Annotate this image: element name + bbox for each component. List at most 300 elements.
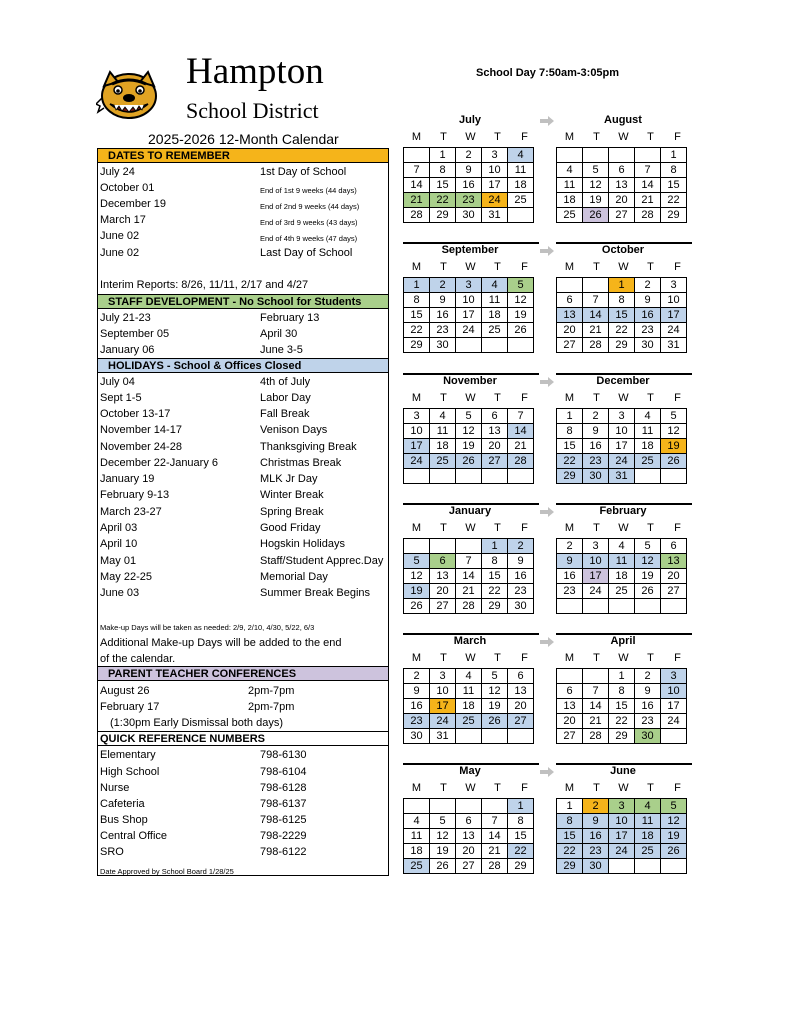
- right-arrow-icon: [540, 637, 554, 647]
- weekday-header: M: [411, 392, 422, 404]
- day-cell: 23: [635, 323, 661, 338]
- day-cell: 29: [482, 599, 508, 614]
- day-cell: 17: [456, 308, 482, 323]
- calendar-grid-march: [403, 668, 534, 744]
- day-cell: 10: [456, 293, 482, 308]
- day-cell: 5: [456, 409, 482, 424]
- weekday-header: T: [440, 261, 447, 273]
- day-cell: 10: [661, 684, 687, 699]
- day-cell: 4: [404, 814, 430, 829]
- weekday-header: F: [521, 782, 528, 794]
- day-cell: 15: [508, 829, 534, 844]
- conference-row: February 17 2pm-7pm: [100, 701, 295, 713]
- empty-day-cell: [635, 599, 661, 614]
- day-cell: 28: [508, 454, 534, 469]
- weekday-header: T: [593, 261, 600, 273]
- empty-day-cell: [482, 338, 508, 353]
- empty-day-cell: [557, 148, 583, 163]
- day-cell: 29: [609, 338, 635, 353]
- month-title-april: April: [610, 635, 636, 647]
- day-cell: 11: [404, 829, 430, 844]
- weekday-header: F: [521, 392, 528, 404]
- day-cell: 18: [635, 439, 661, 454]
- day-cell: 27: [482, 454, 508, 469]
- day-cell: 28: [583, 729, 609, 744]
- day-cell: 20: [482, 439, 508, 454]
- day-cell: 14: [482, 829, 508, 844]
- phone-row: Cafeteria 798-6137: [100, 798, 307, 810]
- day-cell: 14: [508, 424, 534, 439]
- day-cell: 23: [583, 454, 609, 469]
- day-cell: 13: [557, 699, 583, 714]
- day-cell: 31: [430, 729, 456, 744]
- day-cell: 5: [583, 163, 609, 178]
- day-cell: 8: [609, 293, 635, 308]
- month-title-august: August: [604, 114, 642, 126]
- day-cell: 13: [508, 684, 534, 699]
- phone-row: Nurse 798-6128: [100, 782, 307, 794]
- day-cell: 4: [609, 539, 635, 554]
- weekday-header: M: [411, 782, 422, 794]
- day-cell: 15: [404, 308, 430, 323]
- day-cell: 23: [508, 584, 534, 599]
- weekday-header: M: [411, 652, 422, 664]
- day-cell: 5: [661, 409, 687, 424]
- day-cell: 7: [635, 163, 661, 178]
- empty-day-cell: [404, 799, 430, 814]
- empty-day-cell: [456, 729, 482, 744]
- month-divider: [556, 503, 692, 505]
- day-cell: 5: [430, 814, 456, 829]
- day-cell: 14: [583, 699, 609, 714]
- empty-day-cell: [661, 599, 687, 614]
- weekday-header: F: [674, 782, 681, 794]
- empty-day-cell: [404, 539, 430, 554]
- day-cell: 23: [456, 193, 482, 208]
- weekday-header: F: [674, 392, 681, 404]
- day-cell: 15: [661, 178, 687, 193]
- dates-section-header: DATES TO REMEMBER: [98, 148, 388, 163]
- day-cell: 5: [635, 539, 661, 554]
- day-cell: 5: [508, 278, 534, 293]
- weekday-header: W: [465, 522, 476, 534]
- day-cell: 4: [456, 669, 482, 684]
- day-cell: 16: [635, 308, 661, 323]
- day-cell: 10: [661, 293, 687, 308]
- additional-makeup-note-cont: of the calendar.: [100, 653, 176, 665]
- day-cell: 21: [456, 584, 482, 599]
- day-cell: 9: [635, 684, 661, 699]
- day-cell: 22: [482, 584, 508, 599]
- school-day-hours: School Day 7:50am-3:05pm: [476, 67, 620, 79]
- day-cell: 28: [404, 208, 430, 223]
- day-cell: 17: [583, 569, 609, 584]
- day-cell: 10: [404, 424, 430, 439]
- day-cell: 30: [456, 208, 482, 223]
- right-arrow-icon: [540, 507, 554, 517]
- day-cell: 19: [456, 439, 482, 454]
- day-cell: 22: [609, 323, 635, 338]
- staff-row: September 05 April 30: [100, 328, 298, 340]
- day-cell: 8: [482, 554, 508, 569]
- day-cell: 2: [456, 148, 482, 163]
- day-cell: 30: [430, 338, 456, 353]
- weekday-header: T: [440, 782, 447, 794]
- weekday-header: F: [674, 131, 681, 143]
- day-cell: 6: [430, 554, 456, 569]
- day-cell: 25: [557, 208, 583, 223]
- month-title-march: March: [453, 635, 487, 647]
- day-cell: 1: [508, 799, 534, 814]
- early-dismissal-note: (1:30pm Early Dismissal both days): [110, 717, 284, 729]
- empty-day-cell: [557, 599, 583, 614]
- weekday-header: M: [411, 522, 422, 534]
- day-cell: 12: [661, 814, 687, 829]
- day-cell: 19: [583, 193, 609, 208]
- day-cell: 23: [430, 323, 456, 338]
- weekday-header: W: [618, 522, 629, 534]
- day-cell: 10: [430, 684, 456, 699]
- day-cell: 6: [482, 409, 508, 424]
- day-cell: 30: [583, 859, 609, 874]
- day-cell: 11: [635, 424, 661, 439]
- day-cell: 26: [661, 454, 687, 469]
- day-cell: 28: [456, 599, 482, 614]
- day-cell: 17: [609, 829, 635, 844]
- calendar-grid-february: [556, 538, 687, 614]
- phone-row: Central Office 798-2229: [100, 830, 307, 842]
- day-cell: 24: [456, 323, 482, 338]
- day-cell: 11: [482, 293, 508, 308]
- day-cell: 1: [482, 539, 508, 554]
- day-cell: 9: [456, 163, 482, 178]
- month-divider: [403, 242, 539, 244]
- day-cell: 11: [430, 424, 456, 439]
- empty-day-cell: [482, 469, 508, 484]
- month-title-january: January: [448, 505, 492, 517]
- empty-day-cell: [430, 799, 456, 814]
- day-cell: 18: [609, 569, 635, 584]
- month-title-july: July: [458, 114, 481, 126]
- calendar-grid-august: [556, 147, 687, 223]
- day-cell: 19: [482, 699, 508, 714]
- weekday-header: M: [564, 261, 575, 273]
- day-cell: 13: [430, 569, 456, 584]
- day-cell: 20: [557, 323, 583, 338]
- holiday-row: January 19 MLK Jr Day: [100, 473, 318, 485]
- day-cell: 8: [661, 163, 687, 178]
- day-cell: 26: [661, 844, 687, 859]
- district-subtitle: School District: [186, 98, 319, 123]
- day-cell: 28: [635, 208, 661, 223]
- day-cell: 1: [609, 669, 635, 684]
- conference-row: August 26 2pm-7pm: [100, 685, 295, 697]
- empty-day-cell: [583, 669, 609, 684]
- day-cell: 20: [661, 569, 687, 584]
- day-cell: 12: [456, 424, 482, 439]
- day-cell: 22: [609, 714, 635, 729]
- day-cell: 24: [430, 714, 456, 729]
- day-cell: 6: [508, 669, 534, 684]
- empty-day-cell: [635, 859, 661, 874]
- day-cell: 12: [635, 554, 661, 569]
- day-cell: 12: [404, 569, 430, 584]
- phone-row: High School 798-6104: [100, 766, 307, 778]
- weekday-header: F: [674, 261, 681, 273]
- day-cell: 6: [661, 539, 687, 554]
- weekday-header: T: [647, 392, 654, 404]
- day-cell: 27: [557, 729, 583, 744]
- weekday-header: W: [465, 261, 476, 273]
- conferences-section-header: PARENT TEACHER CONFERENCES: [98, 666, 388, 681]
- empty-day-cell: [430, 539, 456, 554]
- day-cell: 30: [508, 599, 534, 614]
- day-cell: 20: [557, 714, 583, 729]
- day-cell: 11: [609, 554, 635, 569]
- day-cell: 30: [635, 729, 661, 744]
- day-cell: 26: [404, 599, 430, 614]
- empty-day-cell: [583, 148, 609, 163]
- day-cell: 9: [557, 554, 583, 569]
- day-cell: 2: [404, 669, 430, 684]
- staff-row: January 06 June 3-5: [100, 344, 303, 356]
- empty-day-cell: [661, 469, 687, 484]
- day-cell: 13: [609, 178, 635, 193]
- month-divider: [403, 503, 539, 505]
- weekday-header: T: [593, 652, 600, 664]
- weekday-header: T: [647, 522, 654, 534]
- day-cell: 13: [557, 308, 583, 323]
- day-cell: 24: [583, 584, 609, 599]
- month-title-october: October: [601, 244, 645, 256]
- empty-day-cell: [609, 148, 635, 163]
- weekday-header: T: [440, 522, 447, 534]
- weekday-header: W: [465, 782, 476, 794]
- calendar-grid-december: [556, 408, 687, 484]
- day-cell: 15: [609, 308, 635, 323]
- interim-reports: Interim Reports: 8/26, 11/11, 2/17 and 4/27: [100, 279, 309, 291]
- day-cell: 15: [557, 439, 583, 454]
- holiday-row: Sept 1-5 Labor Day: [100, 392, 311, 404]
- day-cell: 14: [404, 178, 430, 193]
- date-row: October 01 End of 1st 9 weeks (44 days): [100, 182, 357, 195]
- calendar-grid-october: [556, 277, 687, 353]
- weekday-header: F: [674, 652, 681, 664]
- day-cell: 5: [404, 554, 430, 569]
- empty-day-cell: [482, 799, 508, 814]
- empty-day-cell: [456, 539, 482, 554]
- day-cell: 28: [583, 338, 609, 353]
- day-cell: 27: [661, 584, 687, 599]
- weekday-header: W: [618, 261, 629, 273]
- empty-day-cell: [508, 338, 534, 353]
- day-cell: 9: [430, 293, 456, 308]
- weekday-header: T: [494, 522, 501, 534]
- day-cell: 1: [557, 799, 583, 814]
- day-cell: 15: [557, 829, 583, 844]
- day-cell: 18: [482, 308, 508, 323]
- calendar-grid-january: [403, 538, 534, 614]
- day-cell: 3: [661, 669, 687, 684]
- day-cell: 9: [635, 293, 661, 308]
- empty-day-cell: [557, 278, 583, 293]
- day-cell: 2: [635, 669, 661, 684]
- weekday-header: T: [440, 392, 447, 404]
- day-cell: 2: [508, 539, 534, 554]
- day-cell: 25: [508, 193, 534, 208]
- day-cell: 16: [508, 569, 534, 584]
- day-cell: 15: [482, 569, 508, 584]
- day-cell: 16: [404, 699, 430, 714]
- day-cell: 26: [583, 208, 609, 223]
- day-cell: 9: [583, 814, 609, 829]
- weekday-header: T: [494, 261, 501, 273]
- month-divider: [556, 373, 692, 375]
- weekday-header: F: [521, 652, 528, 664]
- date-row: June 02 Last Day of School: [100, 247, 353, 259]
- day-cell: 11: [635, 814, 661, 829]
- empty-day-cell: [456, 469, 482, 484]
- date-row: July 24 1st Day of School: [100, 166, 347, 178]
- weekday-header: M: [411, 261, 422, 273]
- day-cell: 31: [609, 469, 635, 484]
- day-cell: 18: [508, 178, 534, 193]
- weekday-header: T: [593, 131, 600, 143]
- day-cell: 4: [508, 148, 534, 163]
- weekday-header: W: [465, 131, 476, 143]
- empty-day-cell: [557, 669, 583, 684]
- empty-day-cell: [609, 859, 635, 874]
- empty-day-cell: [508, 469, 534, 484]
- month-title-february: February: [599, 505, 647, 517]
- phone-row: Bus Shop 798-6125: [100, 814, 307, 826]
- day-cell: 3: [661, 278, 687, 293]
- empty-day-cell: [482, 729, 508, 744]
- weekday-header: T: [647, 652, 654, 664]
- day-cell: 3: [404, 409, 430, 424]
- empty-day-cell: [430, 469, 456, 484]
- day-cell: 3: [583, 539, 609, 554]
- holiday-row: October 13-17 Fall Break: [100, 408, 310, 420]
- day-cell: 13: [661, 554, 687, 569]
- day-cell: 7: [508, 409, 534, 424]
- quick-reference-header: QUICK REFERENCE NUMBERS: [98, 731, 388, 746]
- day-cell: 4: [482, 278, 508, 293]
- day-cell: 3: [609, 409, 635, 424]
- calendar-grid-september: [403, 277, 534, 353]
- holiday-row: June 03 Summer Break Begins: [100, 587, 371, 599]
- day-cell: 18: [404, 844, 430, 859]
- day-cell: 20: [430, 584, 456, 599]
- day-cell: 10: [482, 163, 508, 178]
- day-cell: 21: [583, 714, 609, 729]
- day-cell: 5: [661, 799, 687, 814]
- weekday-header: F: [674, 522, 681, 534]
- phone-row: Elementary 798-6130: [100, 749, 307, 761]
- day-cell: 8: [609, 684, 635, 699]
- day-cell: 22: [404, 323, 430, 338]
- weekday-header: T: [593, 782, 600, 794]
- day-cell: 26: [635, 584, 661, 599]
- day-cell: 17: [430, 699, 456, 714]
- day-cell: 4: [635, 799, 661, 814]
- weekday-header: T: [494, 652, 501, 664]
- empty-day-cell: [456, 338, 482, 353]
- day-cell: 8: [557, 424, 583, 439]
- day-cell: 29: [661, 208, 687, 223]
- empty-day-cell: [508, 208, 534, 223]
- bulldog-logo-icon: [96, 68, 162, 122]
- day-cell: 7: [404, 163, 430, 178]
- calendar-year-label: 2025-2026 12-Month Calendar: [148, 131, 339, 147]
- day-cell: 15: [430, 178, 456, 193]
- weekday-header: M: [564, 652, 575, 664]
- day-cell: 14: [583, 308, 609, 323]
- weekday-header: M: [564, 782, 575, 794]
- day-cell: 4: [557, 163, 583, 178]
- month-title-december: December: [596, 375, 650, 387]
- weekday-header: F: [521, 261, 528, 273]
- day-cell: 17: [404, 439, 430, 454]
- month-divider: [403, 373, 539, 375]
- date-row: December 19 End of 2nd 9 weeks (44 days): [100, 198, 360, 211]
- day-cell: 9: [583, 424, 609, 439]
- calendar-grid-july: [403, 147, 534, 223]
- weekday-header: M: [411, 131, 422, 143]
- holiday-row: March 23-27 Spring Break: [100, 506, 324, 518]
- day-cell: 2: [557, 539, 583, 554]
- day-cell: 19: [661, 439, 687, 454]
- empty-day-cell: [583, 278, 609, 293]
- empty-day-cell: [661, 729, 687, 744]
- day-cell: 22: [661, 193, 687, 208]
- calendar-grid-april: [556, 668, 687, 744]
- weekday-header: T: [440, 131, 447, 143]
- day-cell: 25: [609, 584, 635, 599]
- date-row: March 17 End of 3rd 9 weeks (43 days): [100, 214, 358, 227]
- month-divider: [556, 763, 692, 765]
- day-cell: 19: [430, 844, 456, 859]
- day-cell: 14: [456, 569, 482, 584]
- day-cell: 3: [609, 799, 635, 814]
- day-cell: 20: [508, 699, 534, 714]
- calendar-grid-june: [556, 798, 687, 874]
- day-cell: 12: [583, 178, 609, 193]
- day-cell: 27: [609, 208, 635, 223]
- day-cell: 6: [557, 684, 583, 699]
- day-cell: 28: [482, 859, 508, 874]
- day-cell: 23: [583, 844, 609, 859]
- district-name: Hampton: [186, 51, 324, 92]
- staff-row: July 21-23 February 13: [100, 312, 320, 324]
- day-cell: 17: [661, 699, 687, 714]
- day-cell: 21: [482, 844, 508, 859]
- day-cell: 29: [609, 729, 635, 744]
- day-cell: 2: [583, 799, 609, 814]
- right-arrow-icon: [540, 377, 554, 387]
- date-row: June 02 End of 4th 9 weeks (47 days): [100, 230, 358, 243]
- weekday-header: T: [494, 392, 501, 404]
- weekday-header: W: [618, 782, 629, 794]
- day-cell: 17: [609, 439, 635, 454]
- day-cell: 18: [430, 439, 456, 454]
- day-cell: 16: [557, 569, 583, 584]
- day-cell: 12: [661, 424, 687, 439]
- day-cell: 7: [583, 293, 609, 308]
- day-cell: 18: [635, 829, 661, 844]
- month-divider: [403, 633, 539, 635]
- day-cell: 29: [508, 859, 534, 874]
